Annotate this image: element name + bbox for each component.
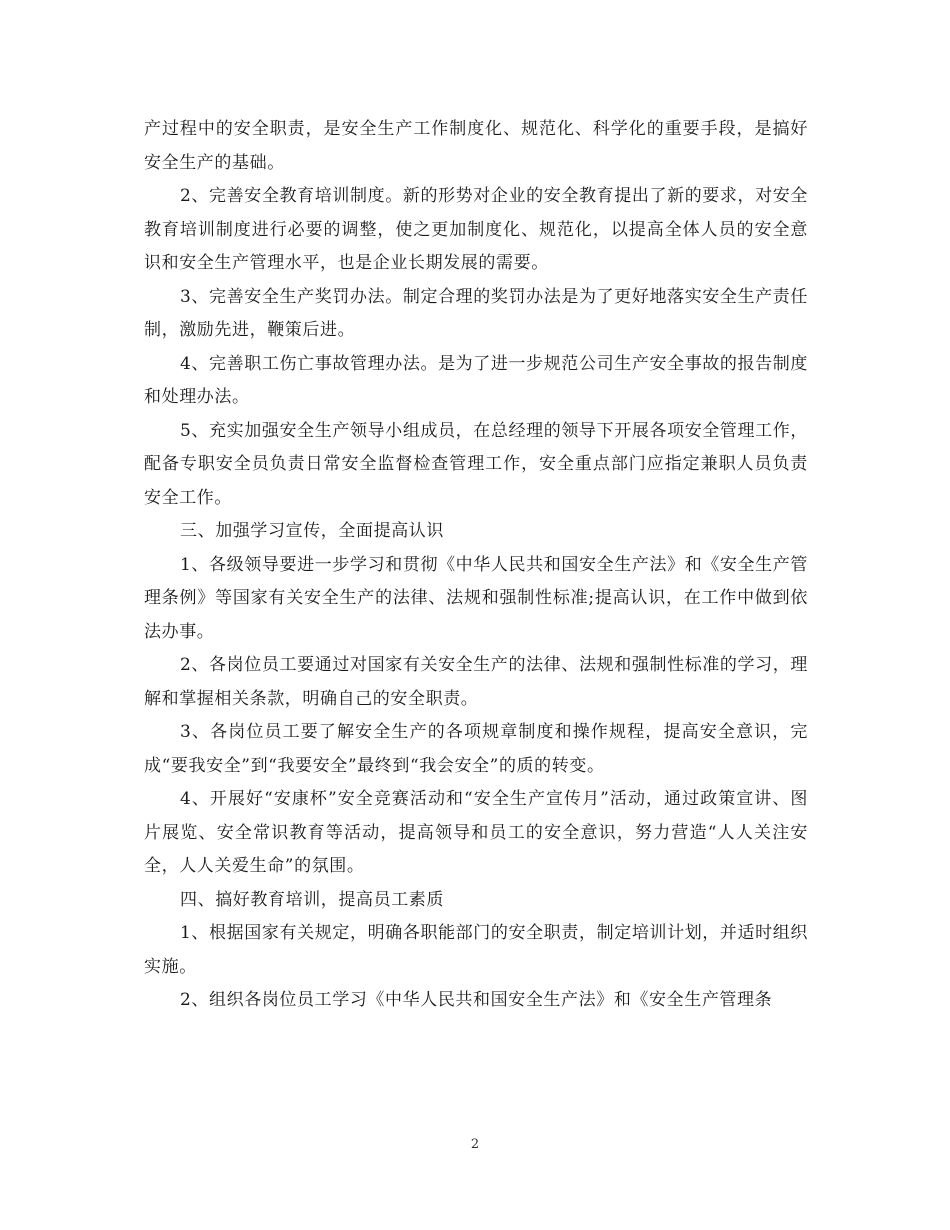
section-heading-education-training: 四、搞好教育培训，提高员工素质: [180, 889, 444, 910]
document-body: [144, 113, 808, 1018]
paragraph-reward-penalty-method: 3、完善安全生产奖罚办法。制定合理的奖罚办法是为了更好地落实安全生产责任制，激励先进，鞭策后进。: [144, 286, 808, 340]
paragraph-injury-accident-management: 4、完善职工伤亡事故管理办法。是为了进一步规范公司生产安全事故的报告制度和处理办法。: [144, 353, 808, 407]
section-heading-study-publicity: 三、加强学习宣传，全面提高认识: [180, 521, 444, 541]
paragraph-safety-campaign: 4、开展好“安康杯”安全竞赛活动和“安全生产宣传月”活动，通过政策宣讲、图片展览、安全常识教育等活动，提高领导和员工的安全意识，努力营造“人人关注安全，人人关爱生命”的氛围。: [144, 789, 808, 876]
paragraph-leaders-study-law: 1、各级领导要进一步学习和贯彻《中华人民共和国安全生产法》和《安全生产管理条例》等国家有关安全生产的法律、法规和强制性标准;提高认识，在工作中做到依法办事。: [144, 554, 808, 642]
paragraph-education-training-system: 2、完善安全教育培训制度。新的形势对企业的安全教育提出了新的要求，对安全教育培训制度进行必要的调整，使之更加制度化、规范化，以提高全体人员的安全意识和安全生产管理水平，也是企业长期发展的需要。: [144, 186, 808, 273]
paragraph-organize-study: 2、组织各岗位员工学习《中华人民共和国安全生产法》和《安全生产管理条: [180, 990, 773, 1010]
paragraph-training-plan: 1、根据国家有关规定，明确各职能部门的安全职责，制定培训计划，并适时组织实施。: [144, 923, 808, 977]
page-number: 2: [470, 1137, 480, 1152]
paragraph-continuation: 产过程中的安全职责，是安全生产工作制度化、规范化、科学化的重要手段，是搞好安全生产的基础。: [144, 119, 808, 173]
paragraph-safety-leadership-group: 5、充实加强安全生产领导小组成员，在总经理的领导下开展各项安全管理工作，配备专职安全员负责日常安全监督检查管理工作，安全重点部门应指定兼职人员负责安全工作。: [144, 420, 808, 508]
paragraph-staff-study-law: 2、各岗位员工要通过对国家有关安全生产的法律、法规和强制性标准的学习，理解和掌握相关条款，明确自己的安全职责。: [144, 655, 808, 709]
paragraph-staff-rules-awareness: 3、各岗位员工要了解安全生产的各项规章制度和操作规程，提高安全意识，完成“要我安全”到“我要安全”最终到“我会安全”的质的转变。: [144, 722, 808, 776]
